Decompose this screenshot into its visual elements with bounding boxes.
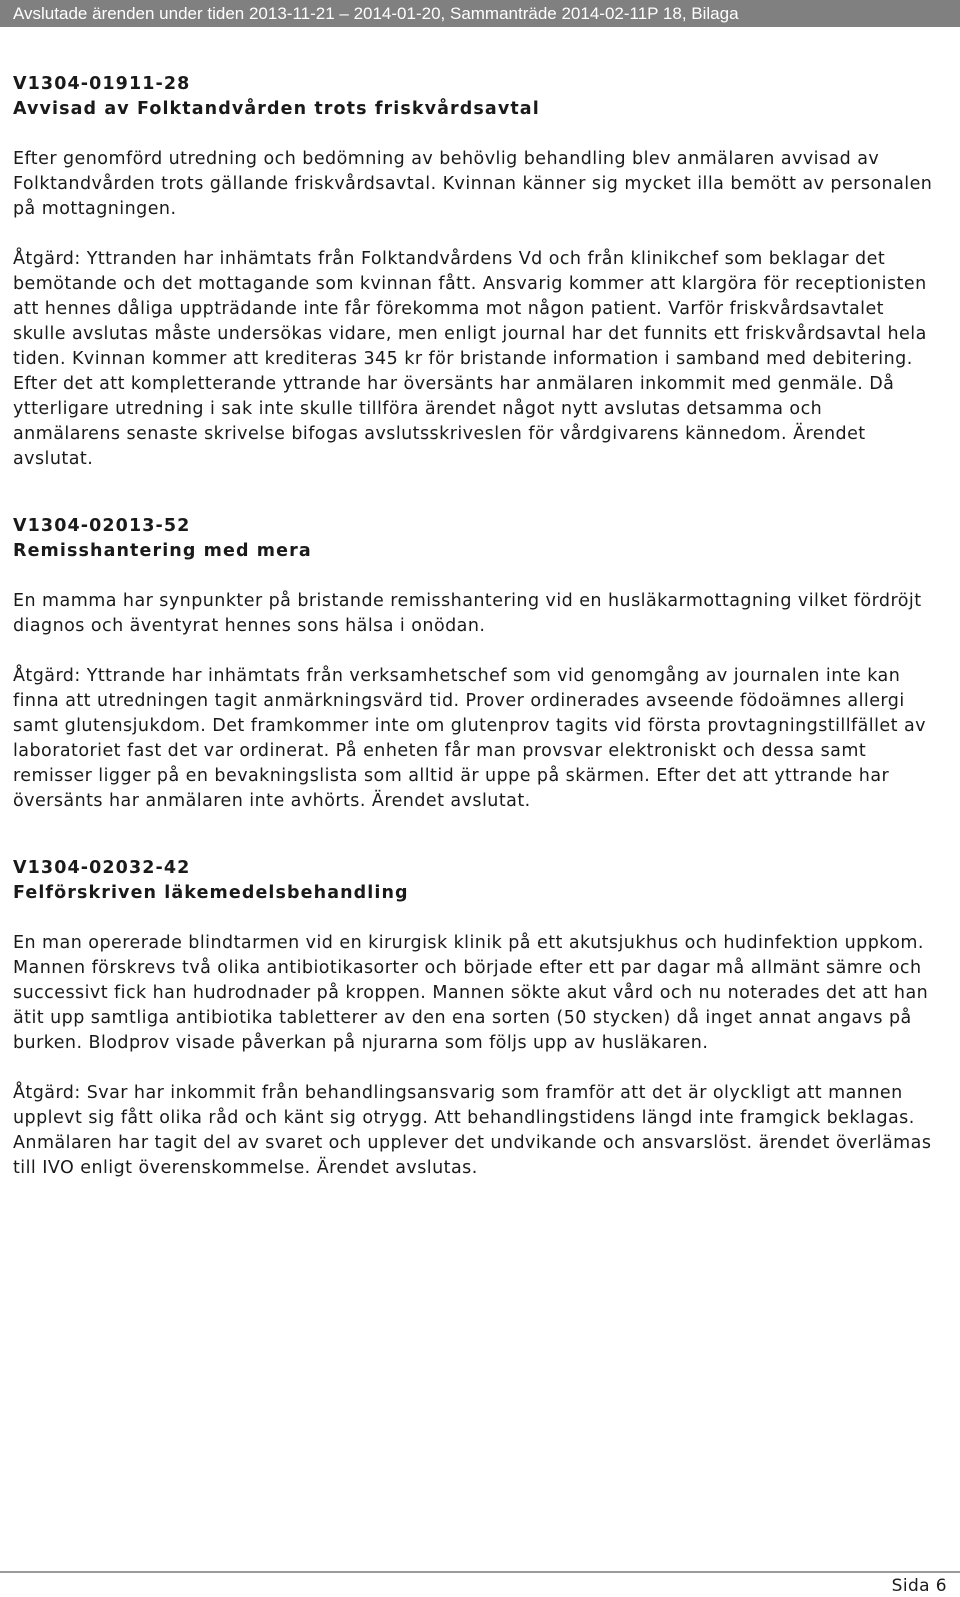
case-description: En mamma har synpunkter på bristande remisshantering vid en husläkarmottagning vilket fördröjt diagnos och äventyrat hennes sons hälsa i onödan. [13,591,922,636]
case-action: Åtgärd: Yttranden har inhämtats från Folktandvårdens Vd och från klinikchef som beklagar det bemötande och det mottagande som kvinnan fått. Ansvarig kommer att klargöra för receptionisten att hennes dåliga uppträdande inte får förekomma mot någon patient. Varför friskvårdsavtalet skulle avslutas måste undersökas vidare, men enligt journal har det funnits ett friskvårdsavtal hela tiden. Kvinnan kommer att krediteras 345 kr för bristande information i samband med debitering. Efter det att kompletterande yttrande har översänts har anmälaren inkommit med genmäle. Då ytterligare utredning i sak inte skulle tillföra ärendet något nytt avslutas detsamma och anmälarens senaste skrivelse bifogas avslutsskriveslen för vårdgivarens kännedom. Ärendet avslutat. [13,249,927,469]
case-id: V1304-02013-52 [13,516,191,536]
page-number: Sida 6 [891,1576,947,1596]
case-id: V1304-02032-42 [13,858,191,878]
case-title: Avvisad av Folktandvården trots friskvårdsavtal [13,99,540,119]
case-entry [13,72,933,472]
document-body [13,72,933,1181]
case-action: Åtgärd: Svar har inkommit från behandlingsansvarig som framför att det är olyckligt att mannen upplevt sig fått olika råd och känt sig otrygg. Att behandlingstidens längd inte framgick beklagas. Anmälaren har tagit del av svaret och upplever det undvikande och ansvarslöst. ärendet överlämas till IVO enligt överenskommelse. Ärendet avslutas. [13,1083,932,1178]
footer-divider [0,1571,960,1573]
case-title: Remisshantering med mera [13,541,312,561]
case-entry [13,514,933,814]
case-id: V1304-01911-28 [13,74,191,94]
case-description: En man opererade blindtarmen vid en kirurgisk klinik på ett akutsjukhus och hudinfektion uppkom. Mannen förskrevs två olika antibiotikasorter och började efter ett par dagar må allmänt sämre och successivt fick han hudrodnader på kroppen. Mannen sökte akut vård och nu noterades det att han ätit upp samtliga antibiotika tabletterer av den ena sorten (50 stycken) då inget annat angavs på burken. Blodprov visade påverkan på njurarna som följs upp av husläkaren. [13,933,929,1053]
case-action: Åtgärd: Yttrande har inhämtats från verksamhetschef som vid genomgång av journalen inte kan finna att utredningen tagit anmärkningsvärd tid. Prover ordinerades avseende födoämnes allergi samt glutensjukdom. Det framkommer inte om glutenprov tagits vid första provtagningstillfället av laboratoriet fast det var ordinerat. På enheten får man provsvar elektroniskt och dessa samt remisser ligger på en bevakningslista som alltid är uppe på skärmen. Efter det att yttrande har översänts har anmälaren inte avhörts. Ärendet avslutat. [13,666,926,811]
page-header [0,0,960,27]
case-entry [13,856,933,1181]
header-title: Avslutade ärenden under tiden 2013-11-21 – 2014-01-20, Sammanträde 2014-02-11P 18, Bilaga [13,4,739,23]
case-description: Efter genomförd utredning och bedömning av behövlig behandling blev anmälaren avvisad av Folktandvården trots gällande friskvårdsavtal. Kvinnan känner sig mycket illa bemött av personalen på mottagningen. [13,149,933,219]
case-title: Felförskriven läkemedelsbehandling [13,883,409,903]
